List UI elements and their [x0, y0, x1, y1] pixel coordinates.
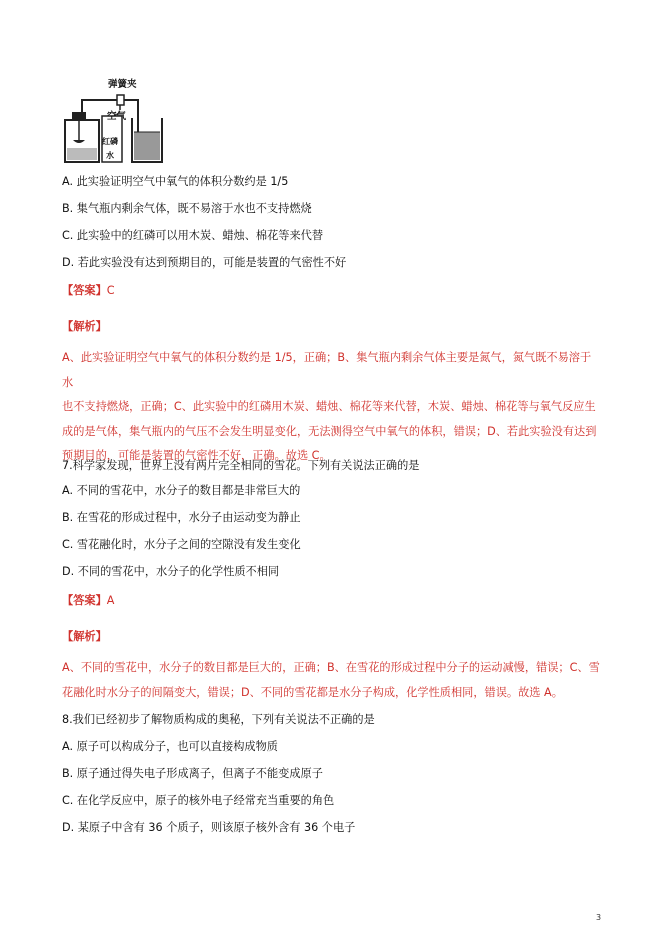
analysis-label: 【解析】	[62, 320, 107, 333]
analysis-line: A、不同的雪花中，水分子的数目都是巨大的，正确；B、在雪花的形成过程中分子的运动减慢，错误；C、雪	[62, 661, 600, 674]
answer-label: 【答案】	[62, 284, 107, 297]
analysis-line: 也不支持燃烧，正确；C、此实验中的红磷用木炭、蜡烛、棉花等来代替，木炭、蜡烛、棉花等与氧气反应生	[62, 400, 596, 413]
answer-label: 【答案】	[62, 594, 107, 607]
q7-option-c: C. 雪花融化时，水分子之间的空隙没有发生变化	[62, 538, 301, 551]
q6-option-d: D. 若此实验没有达到预期目的，可能是装置的气密性不好	[62, 256, 347, 269]
label-spring-clip: 弹簧夹	[108, 79, 137, 90]
q8-option-c: C. 在化学反应中，原子的核外电子经常充当重要的角色	[62, 794, 335, 807]
label-red-phosphorus: 红磷	[102, 137, 118, 146]
q6-analysis-label	[62, 320, 107, 334]
analysis-line: 成的是气体，集气瓶内的气压不会发生明显变化，无法测得空气中氧气的体积，错误；D、若此实验没有达到	[62, 424, 597, 438]
label-air: 空气	[107, 111, 127, 122]
q7-analysis-label	[62, 630, 107, 644]
answer-value: A	[106, 594, 115, 607]
answer-value: C	[106, 284, 115, 297]
q6-answer	[62, 284, 115, 298]
q7-stem: 7.科学家发现，世界上没有两片完全相同的雪花。下列有关说法正确的是	[62, 459, 420, 472]
analysis-line: A、此实验证明空气中氧气的体积分数约是 1/5，正确；B、集气瓶内剩余气体主要是氮气，氮气既不易溶于水	[62, 351, 592, 389]
page-number: 3	[596, 913, 602, 922]
analysis-label: 【解析】	[62, 630, 107, 643]
q8-option-b: B. 原子通过得失电子形成离子，但离子不能变成原子	[62, 767, 323, 780]
label-water: 水	[106, 151, 114, 160]
q8-option-d: D. 某原子中含有 36 个质子，则该原子核外含有 36 个电子	[62, 821, 356, 834]
q7-answer	[62, 594, 114, 608]
q8-option-a: A. 原子可以构成分子，也可以直接构成物质	[62, 740, 278, 753]
analysis-line: 花融化时水分子的间隔变大，错误；D、不同的雪花都是水分子构成，化学性质相同，错误。故选 A。	[62, 685, 563, 699]
q8-stem: 8.我们已经初步了解物质构成的奥秘，下列有关说法不正确的是	[62, 713, 375, 726]
apparatus-figure	[62, 74, 164, 166]
q7-analysis-text	[62, 656, 602, 705]
q6-option-c: C. 此实验中的红磷可以用木炭、蜡烛、棉花等来代替	[62, 229, 324, 242]
q7-option-d: D. 不同的雪花中，水分子的化学性质不相同	[62, 565, 280, 578]
q6-option-b: B. 集气瓶内剩余气体，既不易溶于水也不支持燃烧	[62, 202, 312, 215]
q7-option-a: A. 不同的雪花中，水分子的数目都是非常巨大的	[62, 484, 301, 497]
q7-option-b: B. 在雪花的形成过程中，水分子由运动变为静止	[62, 511, 301, 524]
q6-option-a: A. 此实验证明空气中氧气的体积分数约是 1/5	[62, 175, 289, 188]
analysis-line: 预期目的，可能是装置的气密性不好，正确。故选 C。	[62, 449, 331, 462]
q6-analysis-text	[62, 346, 602, 469]
